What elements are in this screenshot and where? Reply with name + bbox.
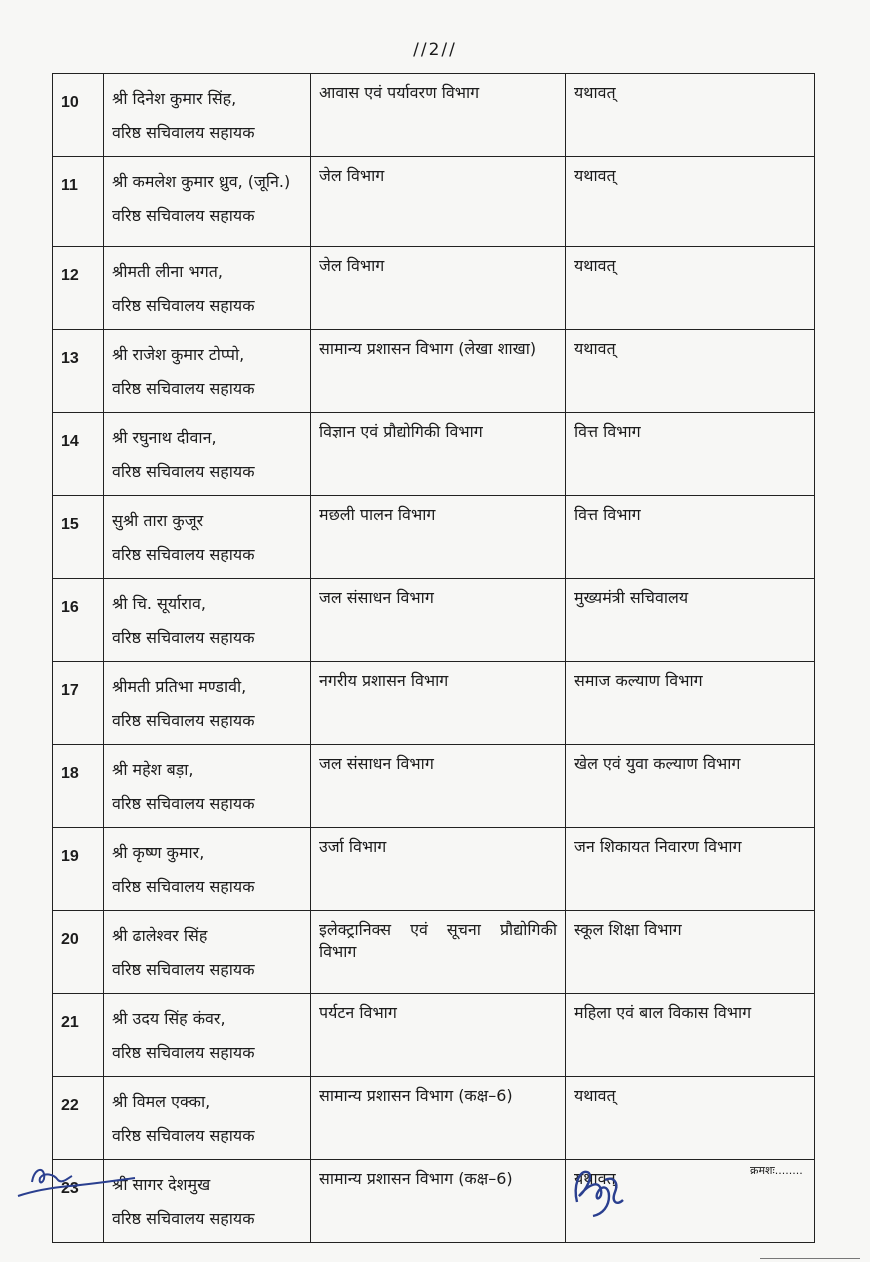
table-row <box>53 330 815 413</box>
serial-number: 19 <box>53 828 104 911</box>
table-row <box>53 1160 815 1243</box>
serial-number: 20 <box>53 911 104 994</box>
employee-name: श्री दिनेश कुमार सिंह, <box>112 89 237 108</box>
left-signature <box>10 1152 140 1202</box>
posted-department: समाज कल्याण विभाग <box>566 662 815 745</box>
employee-cell <box>104 157 311 247</box>
serial-number: 15 <box>53 496 104 579</box>
serial-number: 14 <box>53 413 104 496</box>
current-department: उर्जा विभाग <box>311 828 566 911</box>
employee-cell <box>104 413 311 496</box>
postings-table-body <box>53 74 815 1243</box>
table-row <box>53 413 815 496</box>
employee-name: श्री विमल एक्का, <box>112 1092 211 1111</box>
employee-designation: वरिष्ठ सचिवालय सहायक <box>112 545 255 564</box>
serial-number: 11 <box>53 157 104 247</box>
right-signature <box>565 1162 635 1220</box>
employee-name: श्री कृष्ण कुमार, <box>112 843 205 862</box>
current-department: नगरीय प्रशासन विभाग <box>311 662 566 745</box>
employee-cell <box>104 330 311 413</box>
employee-cell <box>104 496 311 579</box>
employee-cell <box>104 579 311 662</box>
current-department: जल संसाधन विभाग <box>311 745 566 828</box>
table-row <box>53 579 815 662</box>
employee-designation: वरिष्ठ सचिवालय सहायक <box>112 1209 255 1228</box>
table-row <box>53 247 815 330</box>
posted-department: महिला एवं बाल विकास विभाग <box>566 994 815 1077</box>
table-row <box>53 496 815 579</box>
page-number: //2// <box>413 40 457 60</box>
serial-number: 13 <box>53 330 104 413</box>
table-row <box>53 662 815 745</box>
employee-name: श्री महेश बड़ा, <box>112 760 194 779</box>
current-department: सामान्य प्रशासन विभाग (कक्ष–6) <box>311 1160 566 1243</box>
posted-department: वित्त विभाग <box>566 496 815 579</box>
employee-cell <box>104 911 311 994</box>
posted-department: यथावत् <box>566 74 815 157</box>
employee-name: श्रीमती प्रतिभा मण्डावी, <box>112 677 247 696</box>
posted-department: यथावत् <box>566 1160 815 1243</box>
serial-number: 17 <box>53 662 104 745</box>
employee-name: श्री रघुनाथ दीवान, <box>112 428 217 447</box>
current-department: मछली पालन विभाग <box>311 496 566 579</box>
employee-cell <box>104 247 311 330</box>
posted-department: यथावत् <box>566 157 815 247</box>
table-row <box>53 745 815 828</box>
serial-number: 16 <box>53 579 104 662</box>
table-row <box>53 157 815 247</box>
employee-cell <box>104 1077 311 1160</box>
current-department: जेल विभाग <box>311 157 566 247</box>
postings-table <box>52 73 815 1243</box>
current-department: सामान्य प्रशासन विभाग (कक्ष–6) <box>311 1077 566 1160</box>
employee-designation: वरिष्ठ सचिवालय सहायक <box>112 462 255 481</box>
employee-designation: वरिष्ठ सचिवालय सहायक <box>112 296 255 315</box>
employee-cell <box>104 828 311 911</box>
employee-cell <box>104 745 311 828</box>
employee-designation: वरिष्ठ सचिवालय सहायक <box>112 1126 255 1145</box>
current-department: आवास एवं पर्यावरण विभाग <box>311 74 566 157</box>
posted-department: मुख्यमंत्री सचिवालय <box>566 579 815 662</box>
employee-designation: वरिष्ठ सचिवालय सहायक <box>112 123 255 142</box>
employee-designation: वरिष्ठ सचिवालय सहायक <box>112 960 255 979</box>
current-department: विज्ञान एवं प्रौद्योगिकी विभाग <box>311 413 566 496</box>
employee-name: श्री राजेश कुमार टोप्पो, <box>112 345 245 364</box>
employee-name: श्री चि. सूर्याराव, <box>112 594 206 613</box>
table-row <box>53 74 815 157</box>
employee-name: श्री कमलेश कुमार ध्रुव, (जूनि.) <box>112 172 291 191</box>
current-department: जल संसाधन विभाग <box>311 579 566 662</box>
table-row <box>53 828 815 911</box>
scan-artifact-line <box>760 1258 860 1259</box>
table-row <box>53 994 815 1077</box>
employee-designation: वरिष्ठ सचिवालय सहायक <box>112 206 255 225</box>
posted-department: खेल एवं युवा कल्याण विभाग <box>566 745 815 828</box>
employee-designation: वरिष्ठ सचिवालय सहायक <box>112 379 255 398</box>
serial-number: 18 <box>53 745 104 828</box>
posted-department: वित्त विभाग <box>566 413 815 496</box>
employee-name: श्री उदय सिंह कंवर, <box>112 1009 226 1028</box>
employee-cell <box>104 74 311 157</box>
current-department: पर्यटन विभाग <box>311 994 566 1077</box>
current-department: जेल विभाग <box>311 247 566 330</box>
serial-number: 23 <box>53 1160 104 1243</box>
continued-note: क्रमशः........ <box>750 1164 803 1177</box>
employee-name: श्री ढालेश्वर सिंह <box>112 926 208 945</box>
employee-name: सुश्री तारा कुजूर <box>112 511 204 530</box>
serial-number: 10 <box>53 74 104 157</box>
posted-department: यथावत् <box>566 247 815 330</box>
employee-name: श्रीमती लीना भगत, <box>112 262 223 281</box>
employee-designation: वरिष्ठ सचिवालय सहायक <box>112 877 255 896</box>
employee-designation: वरिष्ठ सचिवालय सहायक <box>112 711 255 730</box>
employee-designation: वरिष्ठ सचिवालय सहायक <box>112 628 255 647</box>
employee-cell <box>104 994 311 1077</box>
table-row <box>53 911 815 994</box>
posted-department: स्कूल शिक्षा विभाग <box>566 911 815 994</box>
employee-name: श्री सागर देशमुख <box>112 1175 211 1194</box>
table-row <box>53 1077 815 1160</box>
posted-department: यथावत् <box>566 330 815 413</box>
employee-designation: वरिष्ठ सचिवालय सहायक <box>112 1043 255 1062</box>
current-department: इलेक्ट्रानिक्स एवं सूचना प्रौद्योगिकी विभाग <box>311 911 566 994</box>
employee-cell <box>104 662 311 745</box>
posted-department: जन शिकायत निवारण विभाग <box>566 828 815 911</box>
employee-designation: वरिष्ठ सचिवालय सहायक <box>112 794 255 813</box>
current-department: सामान्य प्रशासन विभाग (लेखा शाखा) <box>311 330 566 413</box>
serial-number: 12 <box>53 247 104 330</box>
posted-department: यथावत् <box>566 1077 815 1160</box>
serial-number: 21 <box>53 994 104 1077</box>
serial-number: 22 <box>53 1077 104 1160</box>
